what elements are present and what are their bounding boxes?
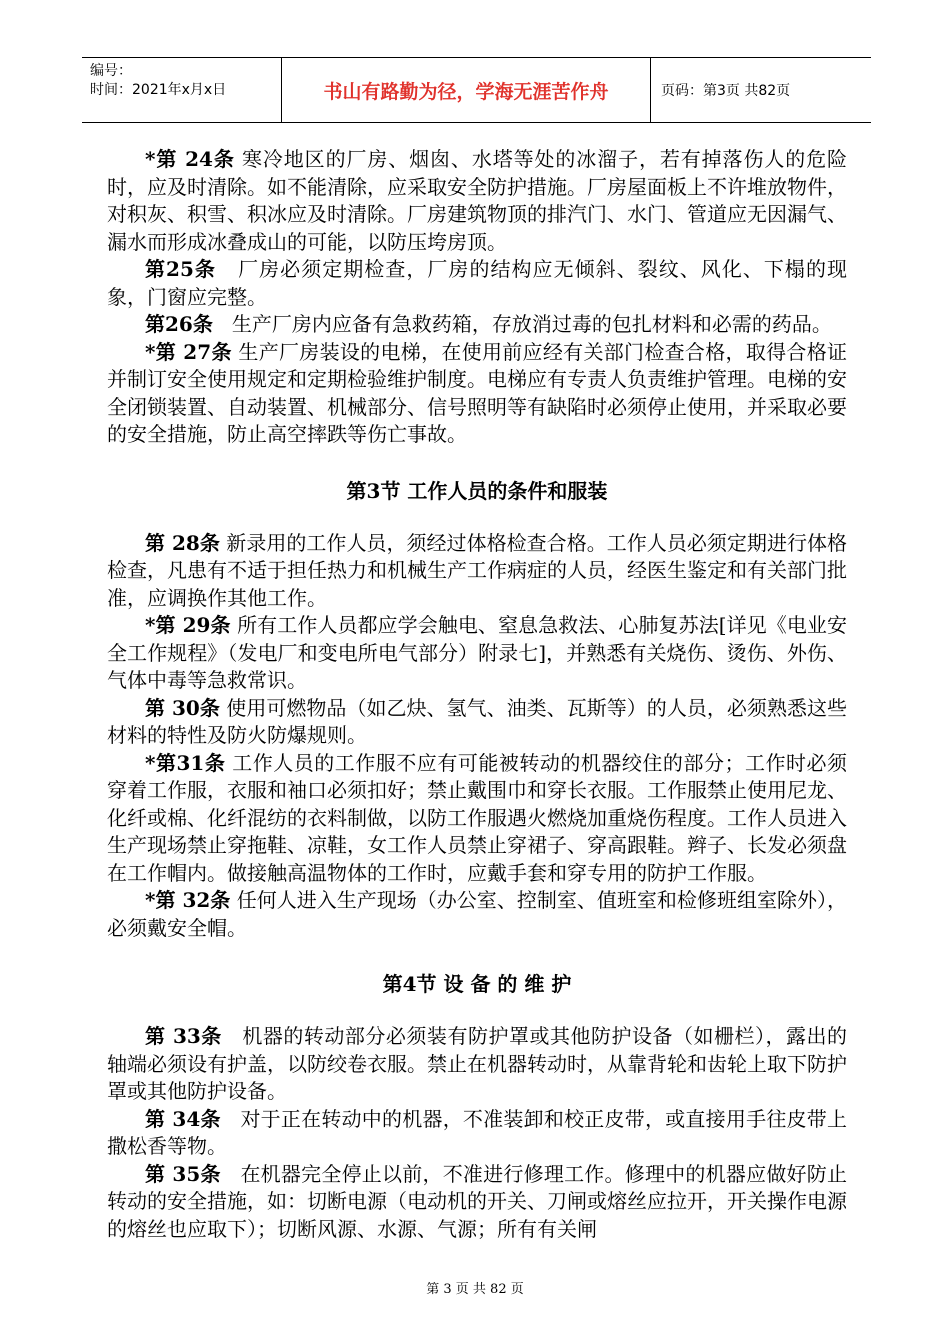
article-label: 第 30条 xyxy=(145,695,220,720)
article-label: *第 24条 xyxy=(145,147,235,171)
article-31 xyxy=(107,750,847,888)
article-30 xyxy=(107,695,847,750)
article-text: 新录用的工作人员，须经过体格检查合格。工作人员必须定期进行体格检查，凡患有不适于担任热力和机械生产工作病症的人员，经医生鉴定和有关部门批准，应调换作其他工作。 xyxy=(107,530,848,610)
article-text: 使用可燃物品（如乙炔、氢气、油类、瓦斯等）的人员，必须熟悉这些材料的特性及防火防爆规则。 xyxy=(107,695,848,747)
section-4-title: 第4节 设 备 的 维 护 xyxy=(382,972,572,996)
page-header xyxy=(82,57,871,123)
article-text: 机器的转动部分必须装有防护罩或其他防护设备（如栅栏），露出的轴端必须设有护盖，以防绞卷衣服。禁止在机器转动时，从靠背轮和齿轮上取下防护罩或其他防护设备。 xyxy=(107,1024,848,1103)
article-28 xyxy=(107,530,847,613)
header-motto: 书山有路勤为径，学海无涯苦作舟 xyxy=(281,58,651,122)
article-24 xyxy=(107,146,847,256)
article-text: 对于正在转动中的机器，不准装卸和校正皮带，或直接用手往皮带上撒松香等物。 xyxy=(107,1106,847,1158)
article-label: *第 27条 xyxy=(145,339,232,364)
article-25 xyxy=(107,256,847,311)
article-text: 厂房必须定期检查，厂房的结构应无倾斜、裂纹、风化、下榻的现象，门窗应完整。 xyxy=(107,257,847,309)
article-33 xyxy=(107,1023,847,1106)
article-32 xyxy=(107,887,847,942)
page-footer: 第 3 页 共 82 页 xyxy=(426,1282,524,1297)
article-label: 第 28条 xyxy=(145,530,220,555)
article-label: *第31条 xyxy=(145,750,226,775)
article-text: 寒冷地区的厂房、烟囱、水塔等处的冰溜子，若有掉落伤人的危险时，应及时清除。如不能清除，应采取安全防护措施。厂房屋面板上不许堆放物件，对积灰、积雪、积冰应及时清除。厂房建筑物顶的排汽门、水门、管道应无因漏气、漏水而形成冰叠成山的可能，以防压垮房顶。 xyxy=(107,147,848,254)
article-text: 所有工作人员都应学会触电、窒息急救法、心肺复苏法[详见《电业安全工作规程》（发电厂和变电所电气部分）附录七]，并熟悉有关烧伤、烫伤、外伤、气体中毒等急救常识。 xyxy=(107,613,848,692)
article-label: *第 29条 xyxy=(145,613,231,637)
date-label: 时间：2021年x月x日 xyxy=(90,82,227,98)
article-text: 生产厂房装设的电梯，在使用前应经有关部门检查合格，取得合格证并制订安全使用规定和定期检验维护制度。电梯应有专责人负责维护管理。电梯的安全闭锁装置、自动装置、机械部分、信号照明等有缺陷时必须停止使用，并采取必要的安全措施，防止高空摔跌等伤亡事故。 xyxy=(107,339,848,446)
article-27 xyxy=(107,339,847,449)
article-label: 第26条 xyxy=(145,312,213,336)
article-text: 生产厂房内应备有急救药箱，存放消过毒的包扎材料和必需的药品。 xyxy=(231,312,832,336)
doc-number-label: 编号： xyxy=(90,63,132,79)
article-label: 第 35条 xyxy=(145,1161,221,1186)
article-text: 在机器完全停止以前，不准进行修理工作。修理中的机器应做好防止转动的安全措施，如：切断电源（电动机的开关、刀闸或熔丝应拉开，开关操作电源的熔丝也应取下）；切断风源、水源、气源；所有有关闸 xyxy=(107,1161,847,1241)
article-label: *第 32条 xyxy=(145,888,231,912)
article-29 xyxy=(107,612,847,695)
header-left-cell xyxy=(82,58,281,122)
section-3-title: 第3节 工作人员的条件和服装 xyxy=(346,478,608,503)
article-26 xyxy=(107,311,847,339)
article-34 xyxy=(107,1106,847,1161)
article-label: 第 33条 xyxy=(145,1024,222,1048)
article-35 xyxy=(107,1161,847,1244)
article-label: 第 34条 xyxy=(145,1106,221,1131)
article-label: 第25条 xyxy=(145,257,216,281)
article-text: 工作人员的工作服不应有可能被转动的机器绞住的部分；工作时必须穿着工作服，衣服和袖口必须扣好；禁止戴围巾和穿长衣服。工作服禁止使用尼龙、化纤或棉、化纤混纺的衣料制做，以防工作服遇火燃烧加重烧伤程度。工作人员进入生产现场禁止穿拖鞋、凉鞋，女工作人员禁止穿裙子、穿高跟鞋。辫子、长发必须盘在工作帽内。做接触高温物体的工作时，应戴手套和穿专用的防护工作服。 xyxy=(107,750,848,885)
header-page-info: 页码：第3页 共82页 xyxy=(661,83,791,99)
document-body xyxy=(107,146,847,1243)
article-text: 任何人进入生产现场（办公室、控制室、值班室和检修班组室除外），必须戴安全帽。 xyxy=(107,888,847,940)
